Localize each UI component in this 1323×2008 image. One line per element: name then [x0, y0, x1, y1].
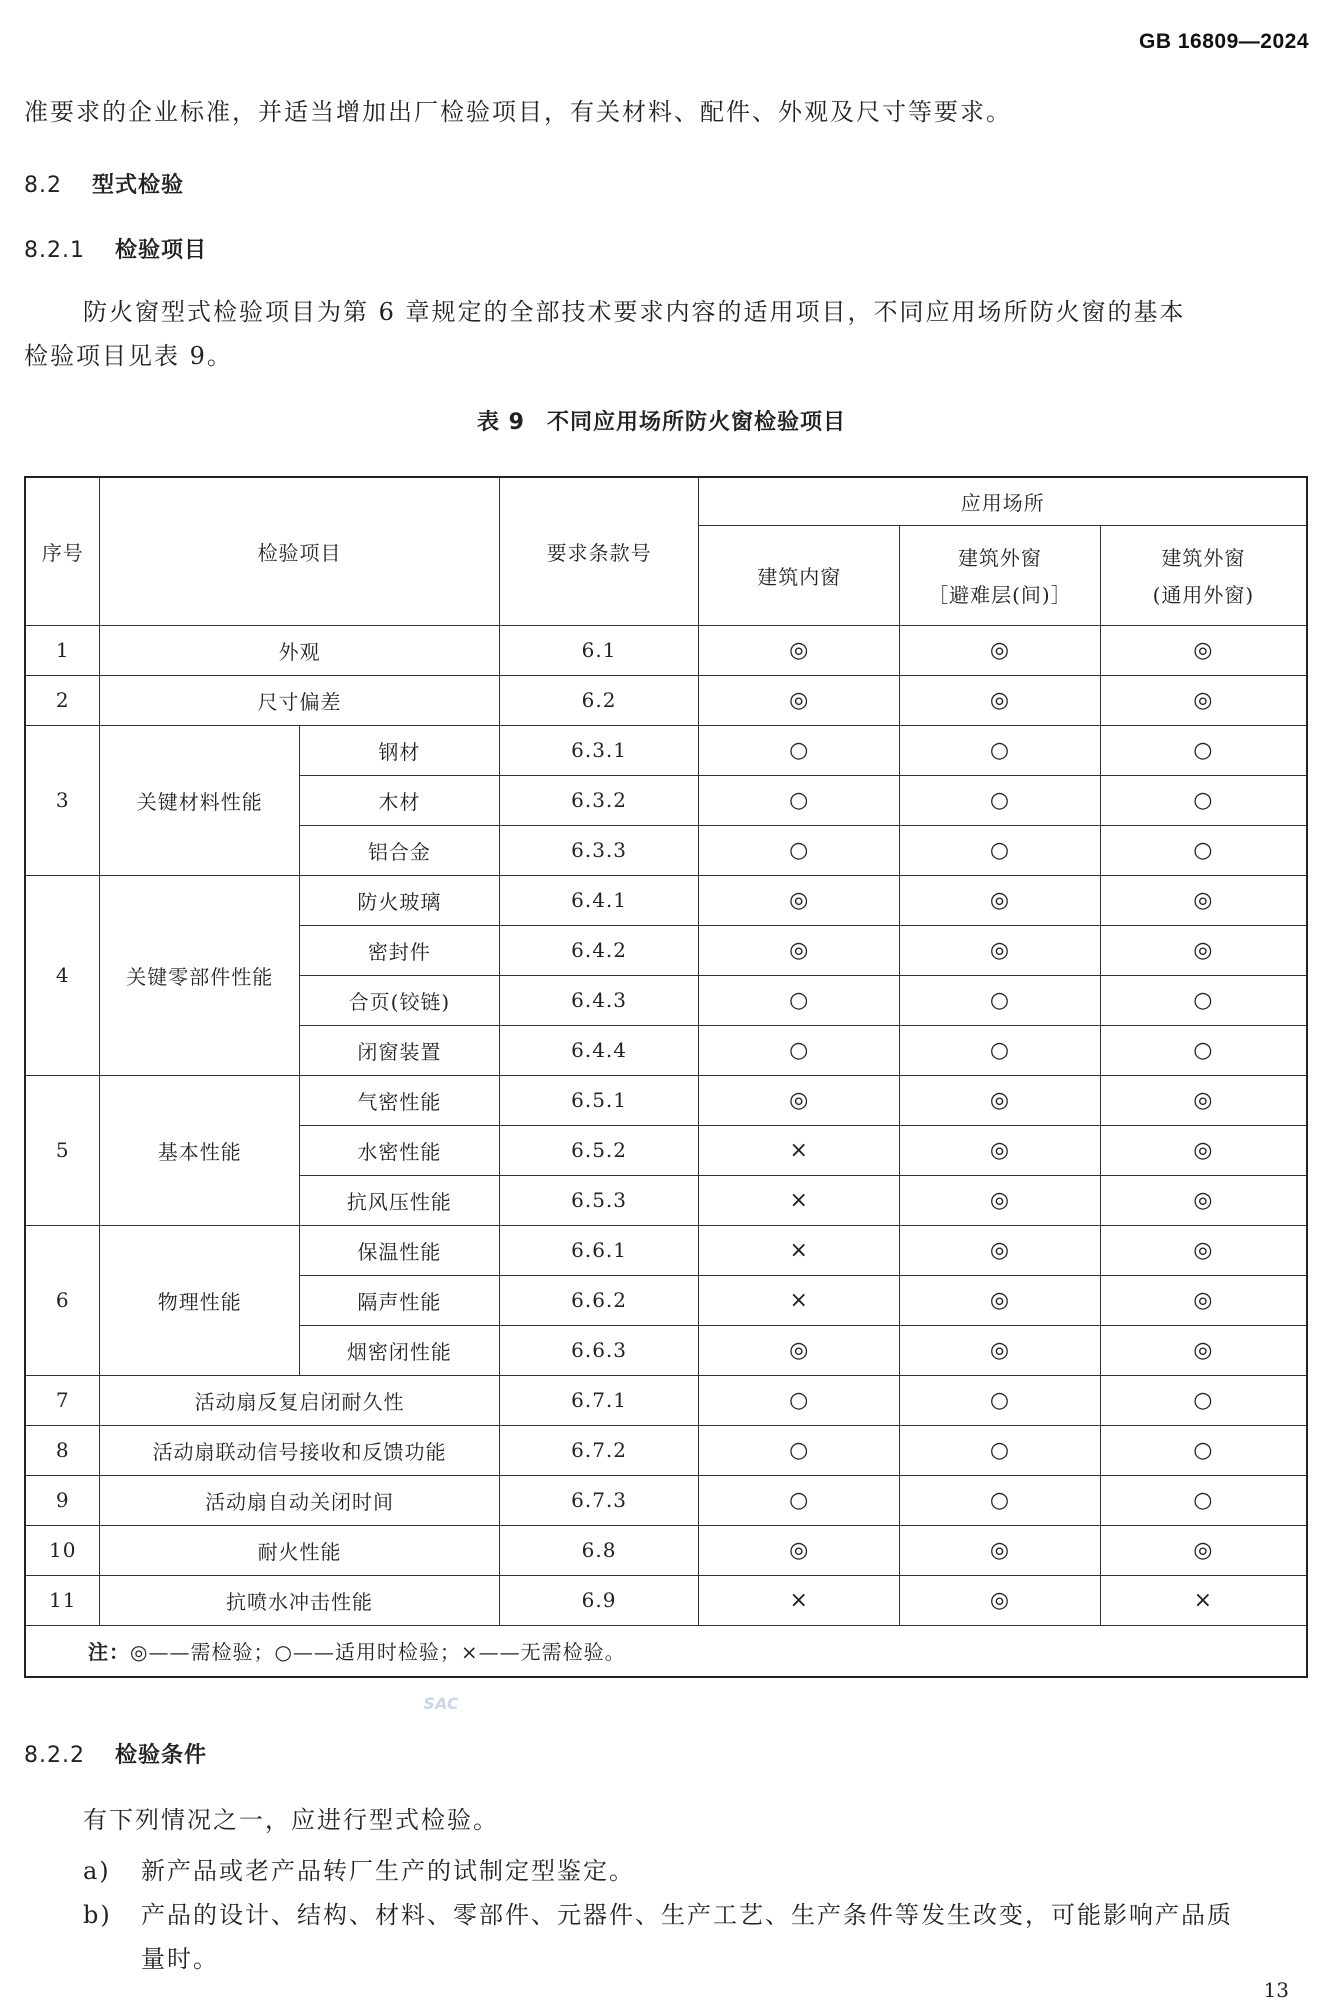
table-row: 密封件 6.4.2 ◎ ◎ ◎ [25, 925, 1307, 975]
table-title: 不同应用场所防火窗检验项目 [546, 410, 846, 435]
header-application-group: 应用场所 [699, 477, 1307, 525]
section-8-2-2-heading [24, 1738, 207, 1769]
header-indoor-window: 建筑内窗 [699, 525, 900, 625]
table-row: 5 基本性能 气密性能 6.5.1 ◎ ◎ ◎ [25, 1075, 1307, 1125]
section-title: 检验条件 [114, 1743, 207, 1768]
standard-number: GB 16809—2024 [1139, 30, 1309, 53]
paragraph-line: 有下列情况之一，应进行型式检验。 [83, 1806, 499, 1834]
table-row: 抗风压性能 6.5.3 × ◎ ◎ [25, 1175, 1307, 1225]
table-row: 11 抗喷水冲击性能 6.9 × ◎ × [25, 1575, 1307, 1625]
table-note [25, 1625, 1307, 1677]
table-row: 8 活动扇联动信号接收和反馈功能 6.7.2 ○ ○ ○ [25, 1425, 1307, 1475]
sac-watermark-logo: SAC [423, 1694, 459, 1713]
table-row: 6 物理性能 保温性能 6.6.1 × ◎ ◎ [25, 1225, 1307, 1275]
list-marker: b) [83, 1901, 112, 1929]
table-row: 1 外观 6.1 ◎ ◎ ◎ [25, 625, 1307, 675]
section-title: 型式检验 [92, 173, 185, 198]
section-8-2-1-heading [24, 233, 207, 264]
list-text: 新产品或老产品转厂生产的试制定型鉴定。 [141, 1857, 635, 1885]
header-seq: 序号 [25, 477, 100, 625]
inspection-items-table [24, 476, 1308, 1678]
table-row: 9 活动扇自动关闭时间 6.7.3 ○ ○ ○ [25, 1475, 1307, 1525]
table-row: 2 尺寸偏差 6.2 ◎ ◎ ◎ [25, 675, 1307, 725]
page-number: 13 [1263, 1978, 1289, 2002]
paragraph-line: 检验项目见表 9。 [24, 342, 233, 370]
note-label: 注： [88, 1640, 130, 1664]
header-general-window: 建筑外窗 (通用外窗) [1100, 525, 1307, 625]
table-row: 铝合金 6.3.3 ○ ○ ○ [25, 825, 1307, 875]
note-text: ◎——需检验；○——适用时检验；×——无需检验。 [130, 1640, 626, 1664]
section-number: 8.2 [24, 173, 62, 198]
table-number: 表 9 [477, 410, 525, 435]
table-row: 合页(铰链) 6.4.3 ○ ○ ○ [25, 975, 1307, 1025]
list-marker: a) [83, 1857, 111, 1885]
table-row: 木材 6.3.2 ○ ○ ○ [25, 775, 1307, 825]
list-item [83, 1851, 635, 1886]
table-row: 水密性能 6.5.2 × ◎ ◎ [25, 1125, 1307, 1175]
table-row: 4 关键零部件性能 防火玻璃 6.4.1 ◎ ◎ ◎ [25, 875, 1307, 925]
section-8-2-heading [24, 168, 184, 199]
section-number: 8.2.1 [24, 238, 85, 263]
table-row: 7 活动扇反复启闭耐久性 6.7.1 ○ ○ ○ [25, 1375, 1307, 1425]
table-row: 10 耐火性能 6.8 ◎ ◎ ◎ [25, 1525, 1307, 1575]
table-row: 3 关键材料性能 钢材 6.3.1 ○ ○ ○ [25, 725, 1307, 775]
table-note-row [25, 1625, 1307, 1677]
section-title: 检验项目 [114, 238, 207, 263]
header-clause: 要求条款号 [499, 477, 699, 625]
paragraph-continued: 准要求的企业标准，并适当增加出厂检验项目，有关材料、配件、外观及尺寸等要求。 [24, 98, 1012, 126]
header-refuge-window: 建筑外窗 ［避难层(间)］ [900, 525, 1101, 625]
header-item: 检验项目 [100, 477, 499, 625]
list-item-continuation: 量时。 [141, 1945, 219, 1973]
section-number: 8.2.2 [24, 1743, 85, 1768]
list-item [83, 1895, 1233, 1930]
list-text: 产品的设计、结构、材料、零部件、元器件、生产工艺、生产条件等发生改变，可能影响产品质 [141, 1901, 1233, 1929]
table-row: 闭窗装置 6.4.4 ○ ○ ○ [25, 1025, 1307, 1075]
table-row: 隔声性能 6.6.2 × ◎ ◎ [25, 1275, 1307, 1325]
table-caption [0, 405, 1323, 436]
paragraph-line: 防火窗型式检验项目为第 6 章规定的全部技术要求内容的适用项目，不同应用场所防火窗的基本 [83, 298, 1186, 326]
table-row: 烟密闭性能 6.6.3 ◎ ◎ ◎ [25, 1325, 1307, 1375]
